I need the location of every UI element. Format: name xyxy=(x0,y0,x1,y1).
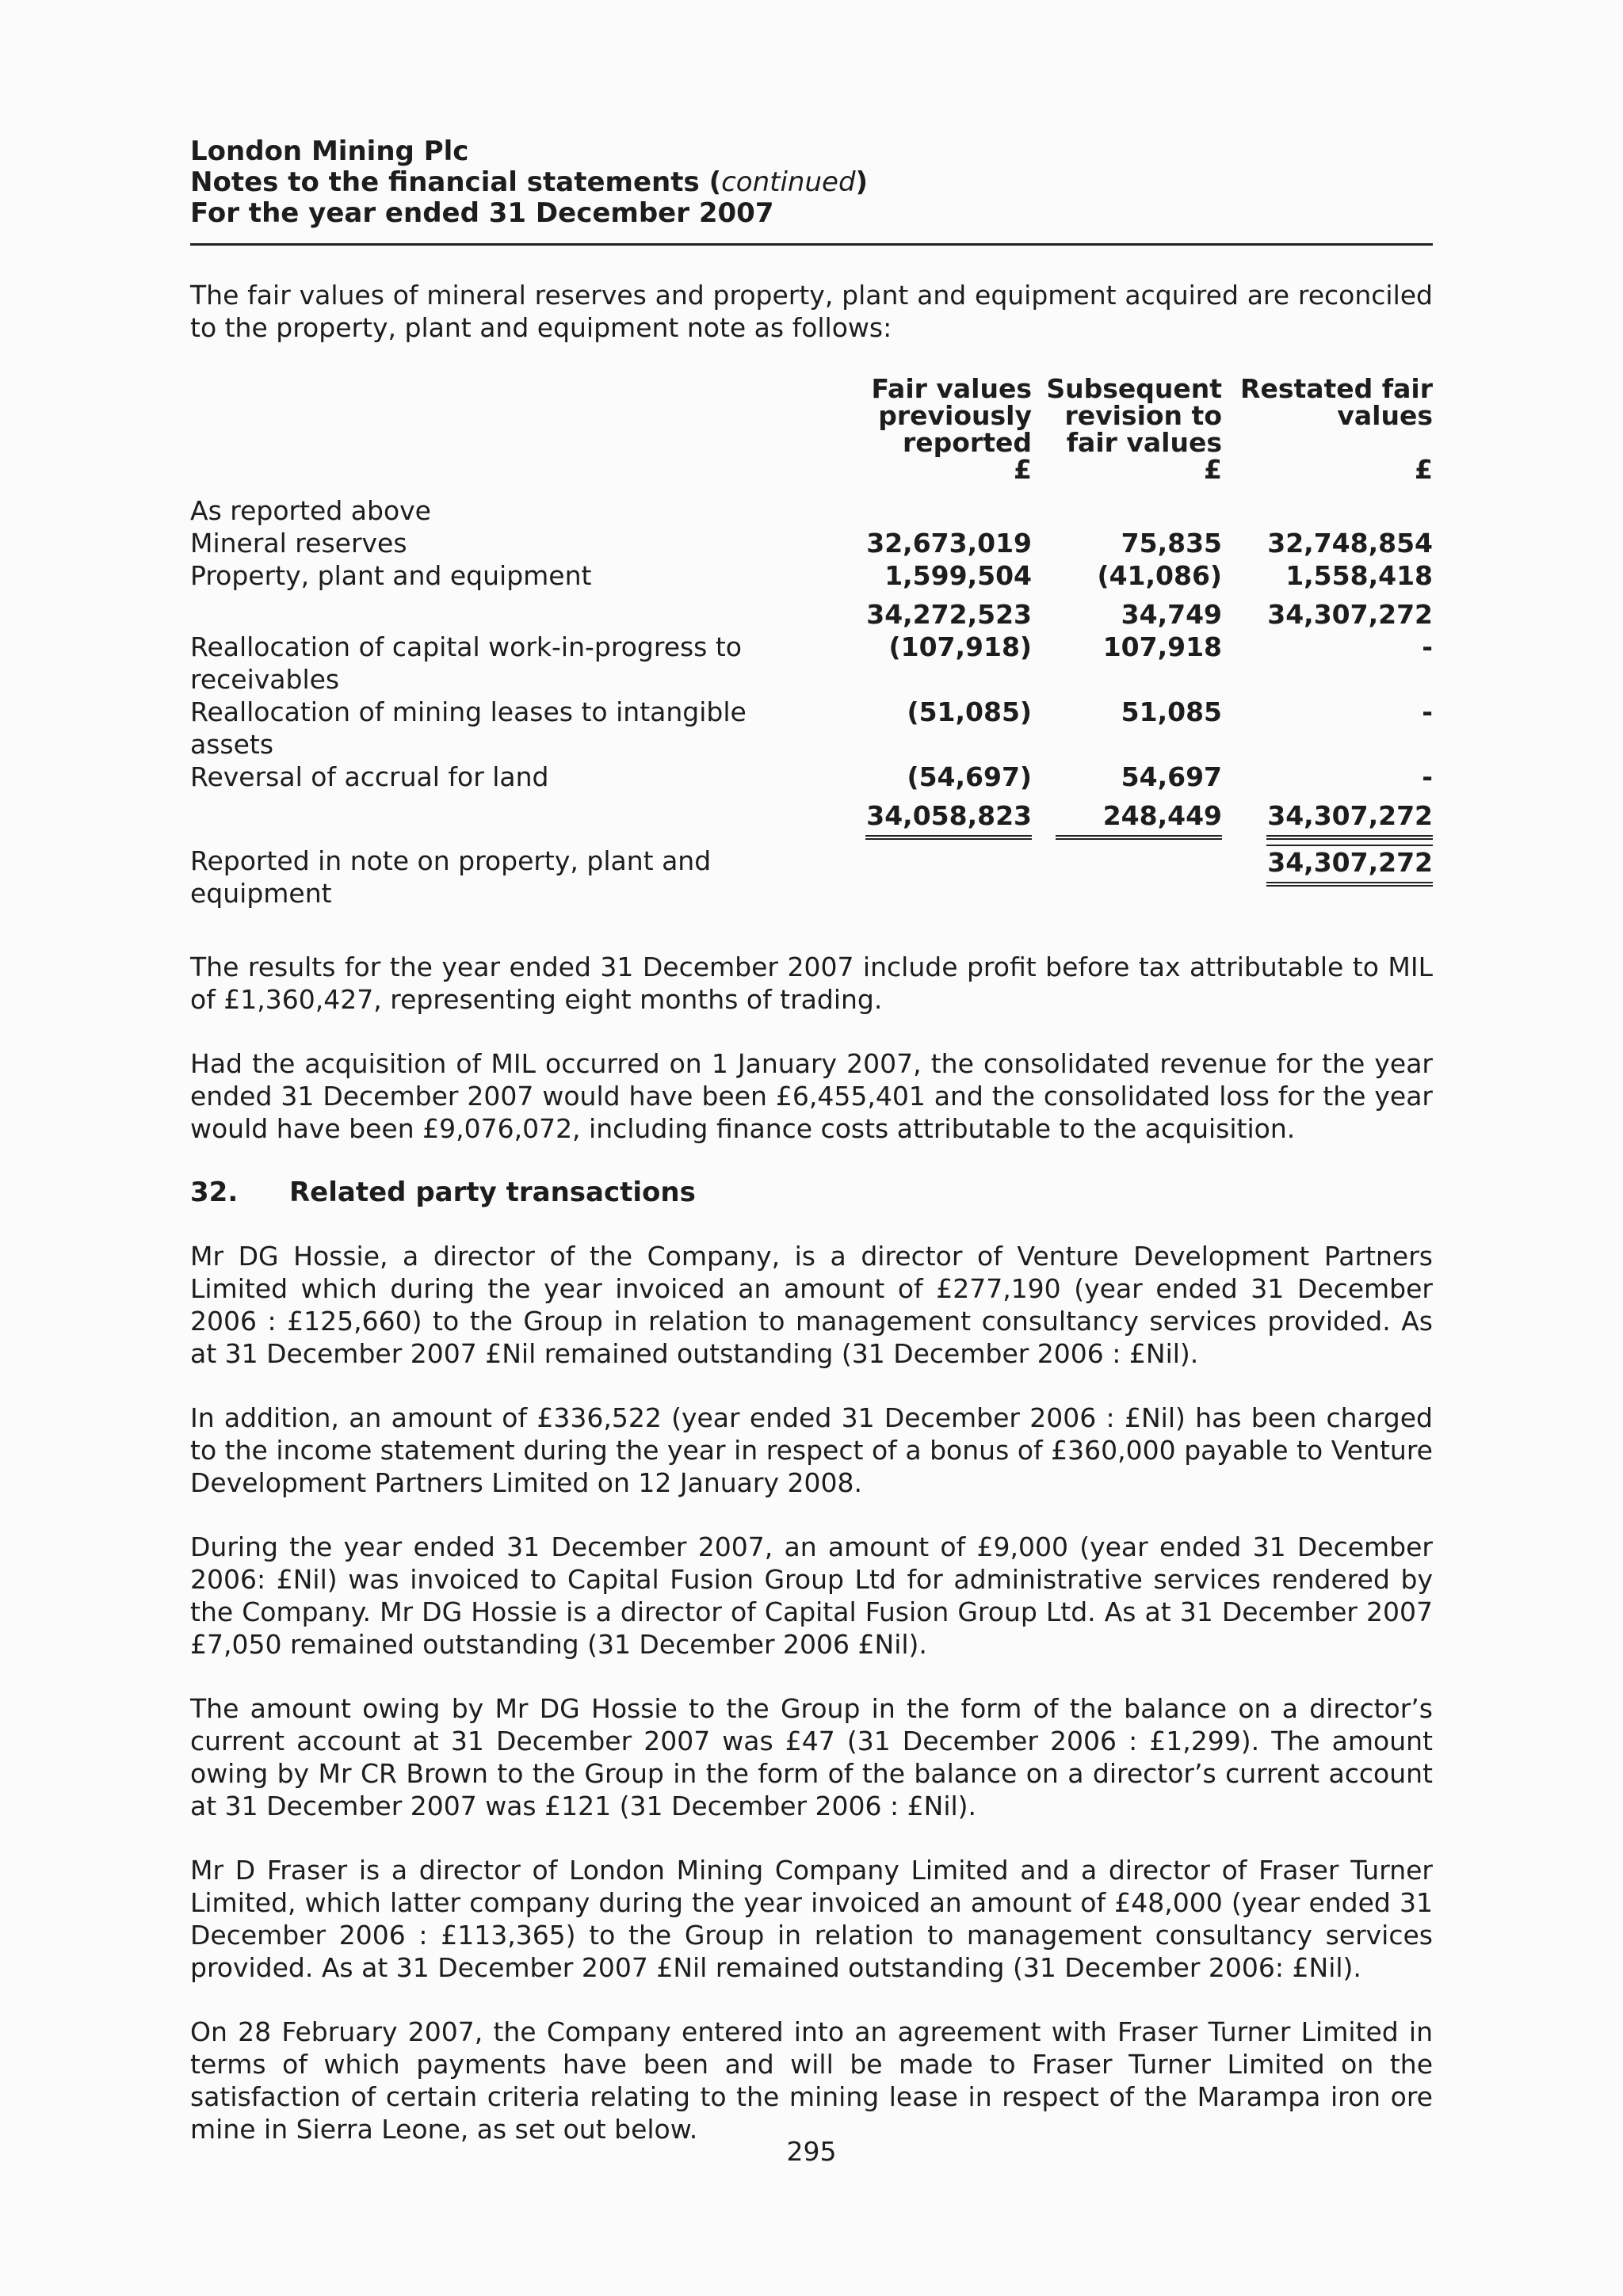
table-row: Reversal of accrual for land (54,697) 54,697 - xyxy=(190,761,1433,792)
related-party-paragraph: In addition, an amount of £336,522 (year ended 31 December 2006 : £Nil) has been charged to the income statement during the year in respect of a bonus of £360,000 payable to Venture Development Partners Limited on 12 January 2008. xyxy=(190,1402,1433,1498)
subtotal-row: 34,272,523 34,749 34,307,272 xyxy=(866,599,1433,630)
table-row: As reported above xyxy=(190,495,431,526)
column-header-subsequent-revision: Subsequent revision to fair values £ xyxy=(1046,373,1222,485)
column-header-fair-values-previously-reported: Fair values previously reported £ xyxy=(871,373,1032,485)
company-name: London Mining Plc xyxy=(190,135,469,167)
table-column-headers xyxy=(190,373,1433,485)
related-party-paragraph: During the year ended 31 December 2007, an amount of £9,000 (year ended 31 December 2006: £Nil) was invoiced to Capital Fusion Group Ltd for administrative services rendered by the Company. Mr DG Hossie is a director of Capital Fusion Group Ltd. As at 31 December 2007 £7,050 remained outstanding (31 December 2006 £Nil). xyxy=(190,1531,1433,1660)
document-page xyxy=(190,136,1433,2177)
related-party-paragraph: Mr DG Hossie, a director of the Company, is a director of Venture Development Partners Limited which during the year invoiced an amount of £277,190 (year ended 31 December 2006 : £125,660) to the Group in relation to management consultancy services provided. As at 31 December 2007 £Nil remained outstanding (31 December 2006 : £Nil). xyxy=(190,1241,1433,1369)
notes-title: Notes to the financial statements (continued) xyxy=(190,166,869,198)
intro-paragraph: The fair values of mineral reserves and property, plant and equipment acquired are reconciled to the property, plant and equipment note as follows: xyxy=(190,280,1433,343)
related-party-paragraph: Mr D Fraser is a director of London Mining Company Limited and a director of Fraser Turner Limited, which latter company during the year invoiced an amount of £48,000 (year ended 31 December 2006 : £113,365) to the Group in relation to management consultancy services provided. As at 31 December 2007 £Nil remained outstanding (31 December 2006: £Nil). xyxy=(190,1855,1433,1983)
total-row: 34,058,823 248,449 34,307,272 xyxy=(190,799,1433,840)
fair-value-reconciliation-table xyxy=(190,373,1433,910)
section-title: Related party transactions xyxy=(289,1177,696,1208)
section-heading xyxy=(190,1177,1433,1208)
header-divider xyxy=(190,243,1433,246)
table-row: Reallocation of capital work-in-progress to receivables (107,918) 107,918 - xyxy=(190,631,1433,695)
page-number: 295 xyxy=(786,2136,837,2167)
results-paragraph: The results for the year ended 31 December 2007 include profit before tax attributable to MIL of £1,360,427, representing eight months of trading. xyxy=(190,952,1433,1015)
acquisition-paragraph: Had the acquisition of MIL occurred on 1 January 2007, the consolidated revenue for the year ended 31 December 2007 would have been £6,455,401 and the consolidated loss for the year would have been £9,076,072, including finance costs attributable to the acquisition. xyxy=(190,1048,1433,1144)
related-party-paragraph: On 28 February 2007, the Company entered into an agreement with Fraser Turner Limited in terms of which payments have been and will be made to Fraser Turner Limited on the satisfaction of certain criteria relating to the mining lease in respect of the Marampa iron ore mine in Sierra Leone, as set out below. xyxy=(190,2016,1433,2145)
reported-in-note-row: Reported in note on property, plant and equipment 34,307,272 xyxy=(190,845,1433,909)
table-row: Reallocation of mining leases to intangible assets (51,085) 51,085 - xyxy=(190,696,1433,760)
page-header xyxy=(190,136,1433,229)
section-number: 32. xyxy=(190,1177,239,1208)
table-row: Mineral reserves 32,673,019 75,835 32,748,854 xyxy=(190,528,1433,559)
column-header-restated-fair-values: Restated fair values £ xyxy=(1240,373,1433,485)
table-row: Property, plant and equipment 1,599,504 (41,086) 1,558,418 xyxy=(190,560,1433,591)
period-title: For the year ended 31 December 2007 xyxy=(190,197,774,229)
related-party-paragraph: The amount owing by Mr DG Hossie to the Group in the form of the balance on a director’s current account at 31 December 2007 was £47 (31 December 2006 : £1,299). The amount owing by Mr CR Brown to the Group in the form of the balance on a director’s current account at 31 December 2007 was £121 (31 December 2006 : £Nil). xyxy=(190,1693,1433,1821)
